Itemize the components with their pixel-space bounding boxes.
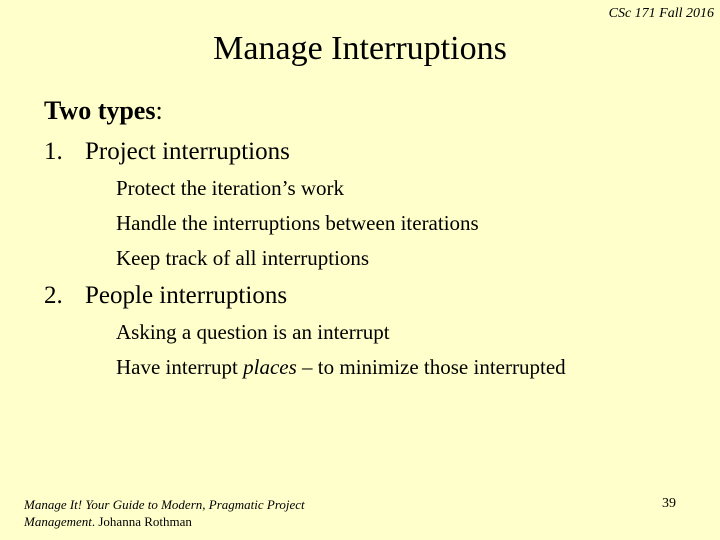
item-text-italic: places <box>243 355 297 379</box>
citation-author: . Johanna Rothman <box>91 514 192 529</box>
intro-colon: : <box>155 96 163 125</box>
page-number: 39 <box>662 496 676 511</box>
intro-line <box>44 96 163 126</box>
section-1-text: Project interruptions <box>85 138 290 165</box>
bullet-item: Protect the iteration’s work <box>116 176 345 200</box>
section-1-number: 1. <box>44 138 63 165</box>
section-2-number: 2. <box>44 282 63 309</box>
item-text-pre: Have interrupt <box>116 355 244 379</box>
course-label: CSc 171 Fall 2016 <box>608 6 714 21</box>
intro-bold: Two types <box>44 96 156 125</box>
section-2-heading <box>44 282 287 310</box>
bullet-item: Keep track of all interruptions <box>116 246 370 270</box>
footer-citation <box>24 496 305 530</box>
section-1-heading <box>44 138 290 166</box>
item-text-post: – to minimize those interrupted <box>296 355 566 379</box>
citation-line-1: Manage It! Your Guide to Modern, Pragmatic Project <box>24 497 305 512</box>
bullet-item: Asking a question is an interrupt <box>116 320 390 344</box>
section-2-text: People interruptions <box>85 282 288 309</box>
bullet-item-interrupt-places <box>116 355 566 380</box>
citation-title-end: Management <box>24 514 92 529</box>
bullet-item: Handle the interruptions between iterations <box>116 211 479 235</box>
slide-title: Manage Interruptions <box>213 30 507 67</box>
